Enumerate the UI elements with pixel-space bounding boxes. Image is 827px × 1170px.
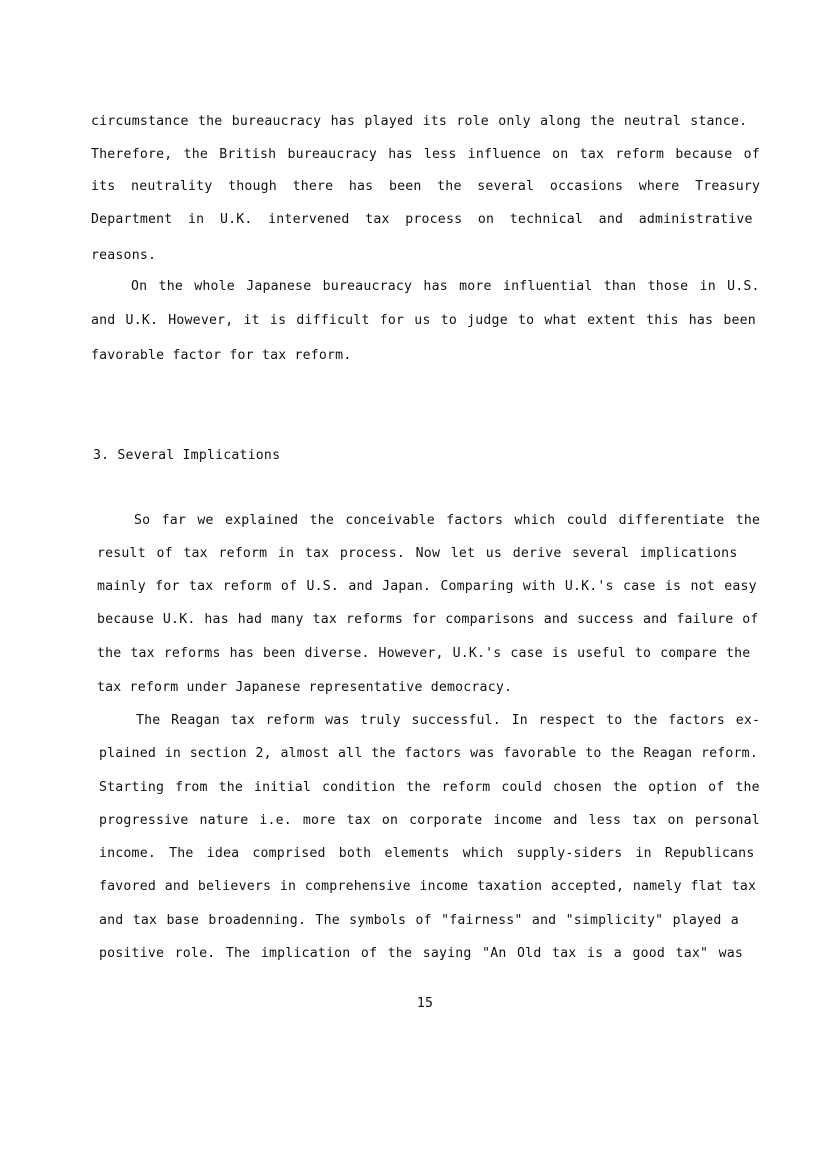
text-line: Therefore, the British bureaucracy has less influence on tax reform because of [91, 147, 760, 162]
text-line: circumstance the bureaucracy has played its role only along the neutral stance. [91, 114, 748, 129]
text-line: income. The idea comprised both elements which supply-siders in Republicans [99, 846, 755, 861]
section-heading: 3. Several Implications [93, 448, 281, 463]
text-line: the tax reforms has been diverse. However, U.K.'s case is useful to compare the [97, 646, 751, 661]
text-line: mainly for tax reform of U.S. and Japan. Comparing with U.K.'s case is not easy [97, 579, 757, 594]
text-line: its neutrality though there has been the several occasions where Treasury [91, 179, 761, 194]
text-line: reasons. [91, 248, 157, 263]
text-line: Starting from the initial condition the reform could chosen the option of the [99, 780, 760, 795]
text-line: On the whole Japanese bureaucracy has more influential than those in U.S. [131, 279, 760, 294]
text-line: progressive nature i.e. more tax on corporate income and less tax on personal [99, 813, 760, 828]
text-line: because U.K. has had many tax reforms for comparisons and success and failure of [97, 612, 759, 627]
text-line: and tax base broadenning. The symbols of "fairness" and "simplicity" played a [99, 913, 739, 928]
text-line: result of tax reform in tax process. Now let us derive several implications [97, 546, 738, 561]
text-line: tax reform under Japanese representative democracy. [97, 680, 513, 695]
text-line: favorable factor for tax reform. [91, 348, 352, 363]
text-line: Department in U.K. intervened tax process on technical and administrative [91, 212, 753, 227]
text-line: plained in section 2, almost all the factors was favorable to the Reagan reform. [99, 746, 758, 761]
text-line: So far we explained the conceivable factors which could differentiate the [134, 513, 761, 528]
text-line: positive role. The implication of the saying "An Old tax is a good tax" was [99, 946, 744, 961]
page-number: 15 [416, 996, 434, 1011]
text-line: and U.K. However, it is difficult for us to judge to what extent this has been [91, 313, 756, 328]
text-line: favored and believers in comprehensive income taxation accepted, namely flat tax [99, 879, 757, 894]
text-line: The Reagan tax reform was truly successful. In respect to the factors ex- [136, 713, 761, 728]
